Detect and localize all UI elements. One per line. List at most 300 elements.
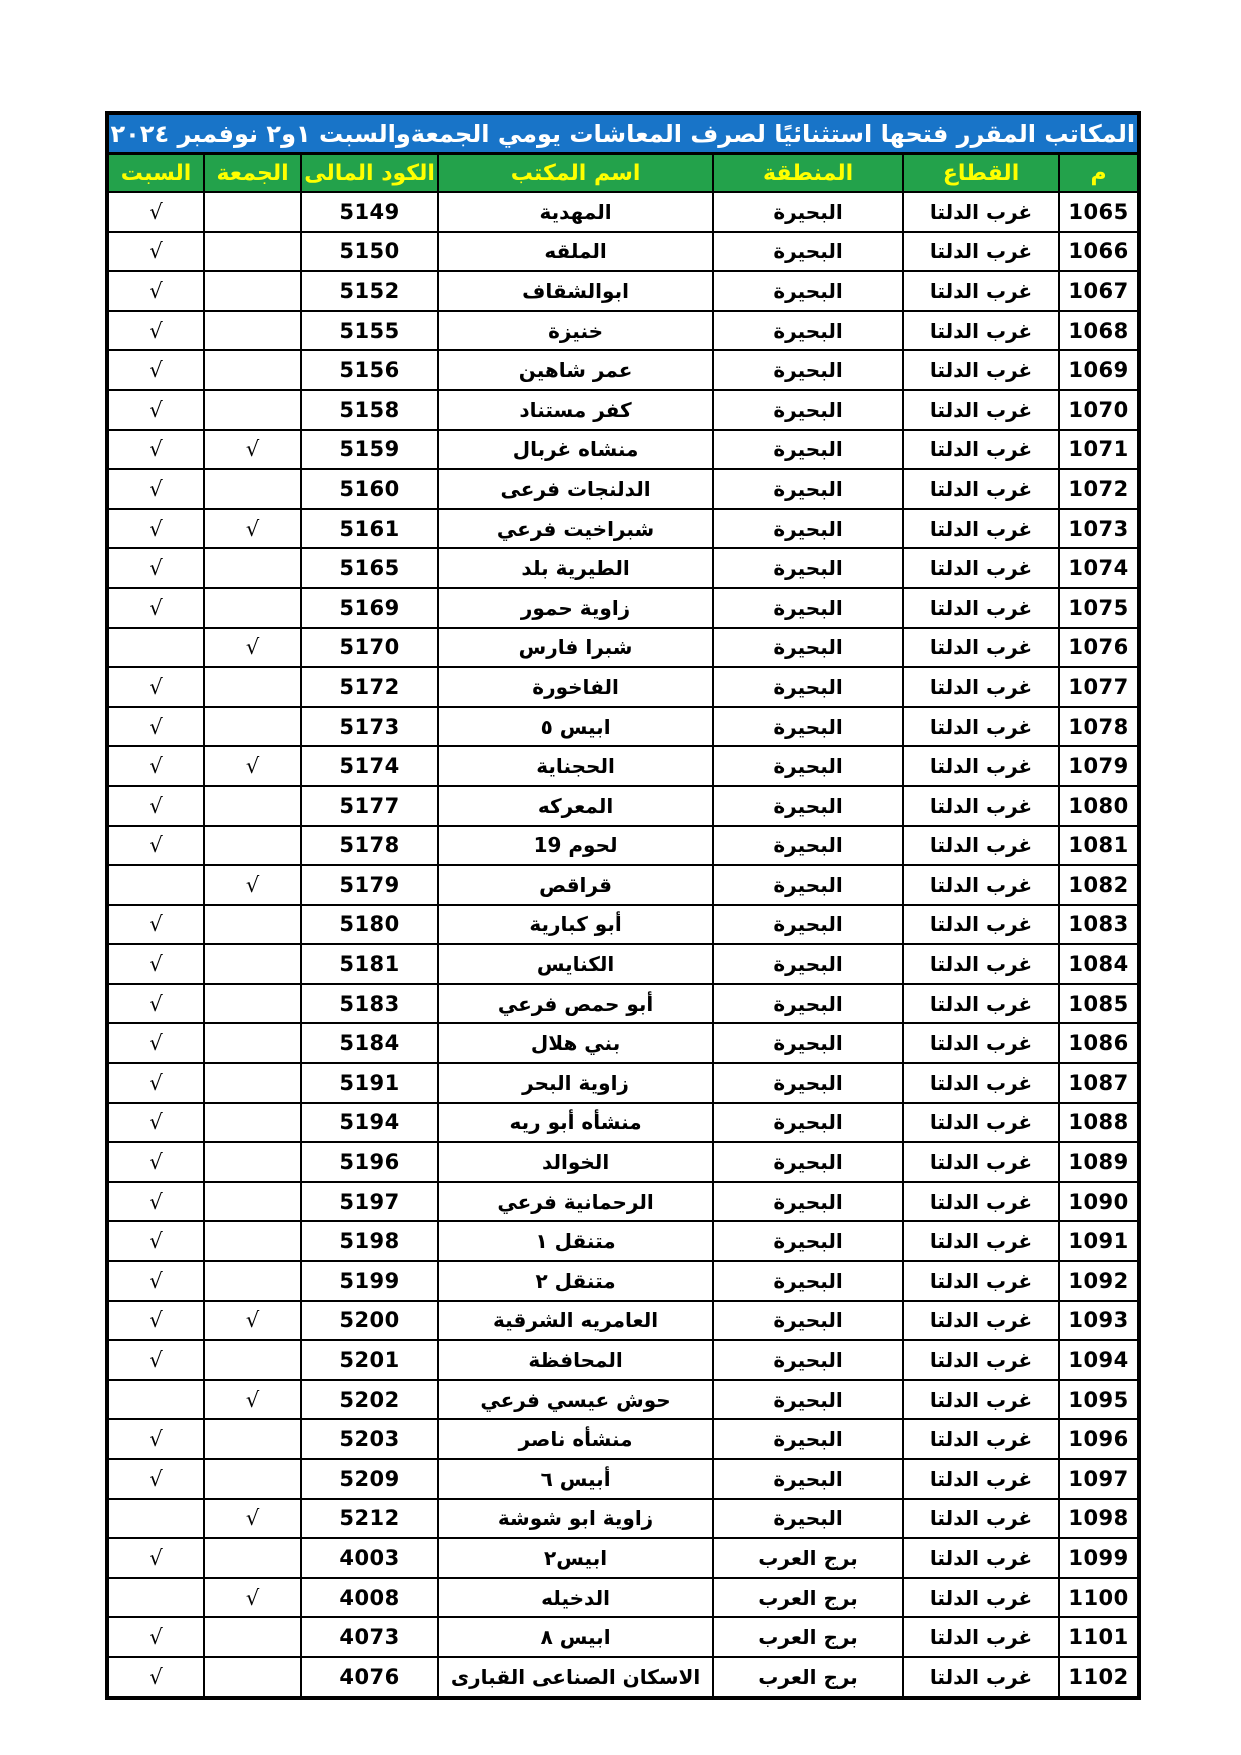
office-name-cell: منشأه ناصر	[438, 1419, 713, 1459]
table-row	[107, 1142, 1139, 1182]
saturday-check-cell: √	[107, 1142, 204, 1182]
region-cell: البحيرة	[713, 984, 903, 1024]
table-row	[107, 944, 1139, 984]
saturday-check-cell: √	[107, 1182, 204, 1222]
serial-cell: 1098	[1059, 1499, 1139, 1539]
friday-check-cell	[204, 667, 301, 707]
serial-cell: 1087	[1059, 1063, 1139, 1103]
serial-cell: 1065	[1059, 192, 1139, 232]
financial-code-cell: 5152	[301, 271, 438, 311]
table-row	[107, 865, 1139, 905]
region-cell: البحيرة	[713, 826, 903, 866]
friday-check-cell	[204, 905, 301, 945]
financial-code-cell: 5202	[301, 1380, 438, 1420]
friday-check-cell: √	[204, 1499, 301, 1539]
office-name-cell: الطيرية بلد	[438, 548, 713, 588]
sector-cell: غرب الدلتا	[903, 232, 1059, 272]
table-row	[107, 271, 1139, 311]
office-name-cell: حوش عيسي فرعي	[438, 1380, 713, 1420]
region-cell: برج العرب	[713, 1578, 903, 1618]
sector-cell: غرب الدلتا	[903, 667, 1059, 707]
friday-check-cell	[204, 350, 301, 390]
table-row	[107, 1103, 1139, 1143]
table-row	[107, 192, 1139, 232]
table-row	[107, 1538, 1139, 1578]
sector-cell: غرب الدلتا	[903, 588, 1059, 628]
serial-cell: 1082	[1059, 865, 1139, 905]
region-cell: البحيرة	[713, 1142, 903, 1182]
friday-check-cell	[204, 1459, 301, 1499]
sector-cell: غرب الدلتا	[903, 984, 1059, 1024]
saturday-check-cell: √	[107, 1538, 204, 1578]
region-cell: البحيرة	[713, 1340, 903, 1380]
sector-cell: غرب الدلتا	[903, 1063, 1059, 1103]
office-name-cell: منشاه غربال	[438, 430, 713, 470]
sector-cell: غرب الدلتا	[903, 390, 1059, 430]
office-name-cell: الفاخورة	[438, 667, 713, 707]
financial-code-cell: 5158	[301, 390, 438, 430]
friday-check-cell	[204, 232, 301, 272]
col-header-serial: م	[1059, 154, 1139, 193]
saturday-check-cell: √	[107, 1419, 204, 1459]
region-cell: البحيرة	[713, 1301, 903, 1341]
col-header-region: المنطقة	[713, 154, 903, 193]
serial-cell: 1096	[1059, 1419, 1139, 1459]
friday-check-cell	[204, 1538, 301, 1578]
region-cell: البحيرة	[713, 588, 903, 628]
financial-code-cell: 5156	[301, 350, 438, 390]
table-row	[107, 509, 1139, 549]
serial-cell: 1089	[1059, 1142, 1139, 1182]
friday-check-cell	[204, 984, 301, 1024]
serial-cell: 1066	[1059, 232, 1139, 272]
saturday-check-cell: √	[107, 1617, 204, 1657]
serial-cell: 1068	[1059, 311, 1139, 351]
saturday-check-cell: √	[107, 469, 204, 509]
serial-cell: 1099	[1059, 1538, 1139, 1578]
table-row	[107, 1617, 1139, 1657]
saturday-check-cell	[107, 1380, 204, 1420]
serial-cell: 1101	[1059, 1617, 1139, 1657]
office-name-cell: خنيزة	[438, 311, 713, 351]
sector-cell: غرب الدلتا	[903, 1340, 1059, 1380]
financial-code-cell: 5177	[301, 786, 438, 826]
financial-code-cell: 5199	[301, 1261, 438, 1301]
friday-check-cell: √	[204, 628, 301, 668]
friday-check-cell: √	[204, 1380, 301, 1420]
friday-check-cell	[204, 548, 301, 588]
table-row	[107, 350, 1139, 390]
financial-code-cell: 4076	[301, 1657, 438, 1698]
office-name-cell: أبو حمص فرعي	[438, 984, 713, 1024]
region-cell: البحيرة	[713, 350, 903, 390]
sector-cell: غرب الدلتا	[903, 1538, 1059, 1578]
office-name-cell: الكنايس	[438, 944, 713, 984]
sector-cell: غرب الدلتا	[903, 1459, 1059, 1499]
office-name-cell: الملقه	[438, 232, 713, 272]
saturday-check-cell: √	[107, 1063, 204, 1103]
table-row	[107, 548, 1139, 588]
region-cell: البحيرة	[713, 628, 903, 668]
office-name-cell: متنقل ٢	[438, 1261, 713, 1301]
financial-code-cell: 5174	[301, 746, 438, 786]
serial-cell: 1102	[1059, 1657, 1139, 1698]
sector-cell: غرب الدلتا	[903, 430, 1059, 470]
financial-code-cell: 5172	[301, 667, 438, 707]
table-row	[107, 1301, 1139, 1341]
friday-check-cell: √	[204, 746, 301, 786]
friday-check-cell	[204, 1023, 301, 1063]
friday-check-cell	[204, 1063, 301, 1103]
financial-code-cell: 5178	[301, 826, 438, 866]
sector-cell: غرب الدلتا	[903, 1261, 1059, 1301]
friday-check-cell	[204, 1182, 301, 1222]
office-name-cell: الدخيله	[438, 1578, 713, 1618]
serial-cell: 1080	[1059, 786, 1139, 826]
office-name-cell: المعركه	[438, 786, 713, 826]
friday-check-cell	[204, 390, 301, 430]
saturday-check-cell: √	[107, 667, 204, 707]
financial-code-cell: 5159	[301, 430, 438, 470]
region-cell: البحيرة	[713, 1261, 903, 1301]
region-cell: البحيرة	[713, 509, 903, 549]
financial-code-cell: 5155	[301, 311, 438, 351]
region-cell: البحيرة	[713, 271, 903, 311]
office-name-cell: العامريه الشرقية	[438, 1301, 713, 1341]
office-name-cell: زاوية ابو شوشة	[438, 1499, 713, 1539]
friday-check-cell: √	[204, 509, 301, 549]
serial-cell: 1083	[1059, 905, 1139, 945]
friday-check-cell	[204, 1657, 301, 1698]
table-row	[107, 1182, 1139, 1222]
region-cell: البحيرة	[713, 430, 903, 470]
financial-code-cell: 5183	[301, 984, 438, 1024]
friday-check-cell	[204, 1340, 301, 1380]
financial-code-cell: 5203	[301, 1419, 438, 1459]
serial-cell: 1077	[1059, 667, 1139, 707]
table-row	[107, 1499, 1139, 1539]
friday-check-cell	[204, 1221, 301, 1261]
serial-cell: 1084	[1059, 944, 1139, 984]
sector-cell: غرب الدلتا	[903, 271, 1059, 311]
saturday-check-cell: √	[107, 1459, 204, 1499]
office-name-cell: الدلنجات فرعى	[438, 469, 713, 509]
saturday-check-cell: √	[107, 1301, 204, 1341]
sector-cell: غرب الدلتا	[903, 1103, 1059, 1143]
table-row	[107, 430, 1139, 470]
sector-cell: غرب الدلتا	[903, 1617, 1059, 1657]
saturday-check-cell: √	[107, 390, 204, 430]
table-row	[107, 1459, 1139, 1499]
region-cell: البحيرة	[713, 548, 903, 588]
sector-cell: غرب الدلتا	[903, 548, 1059, 588]
friday-check-cell: √	[204, 430, 301, 470]
sector-cell: غرب الدلتا	[903, 1301, 1059, 1341]
friday-check-cell: √	[204, 1301, 301, 1341]
financial-code-cell: 5194	[301, 1103, 438, 1143]
financial-code-cell: 5149	[301, 192, 438, 232]
table-head	[107, 113, 1139, 192]
serial-cell: 1093	[1059, 1301, 1139, 1341]
pension-offices-table	[105, 111, 1141, 1700]
office-name-cell: متنقل ١	[438, 1221, 713, 1261]
financial-code-cell: 4003	[301, 1538, 438, 1578]
financial-code-cell: 5173	[301, 707, 438, 747]
financial-code-cell: 5150	[301, 232, 438, 272]
region-cell: برج العرب	[713, 1657, 903, 1698]
saturday-check-cell: √	[107, 1221, 204, 1261]
table-row	[107, 1221, 1139, 1261]
friday-check-cell	[204, 1261, 301, 1301]
region-cell: البحيرة	[713, 1182, 903, 1222]
region-cell: البحيرة	[713, 1499, 903, 1539]
office-name-cell: عمر شاهين	[438, 350, 713, 390]
friday-check-cell	[204, 192, 301, 232]
region-cell: البحيرة	[713, 1221, 903, 1261]
serial-cell: 1090	[1059, 1182, 1139, 1222]
serial-cell: 1091	[1059, 1221, 1139, 1261]
serial-cell: 1081	[1059, 826, 1139, 866]
sector-cell: غرب الدلتا	[903, 1142, 1059, 1182]
sector-cell: غرب الدلتا	[903, 865, 1059, 905]
financial-code-cell: 4008	[301, 1578, 438, 1618]
serial-cell: 1100	[1059, 1578, 1139, 1618]
sector-cell: غرب الدلتا	[903, 469, 1059, 509]
financial-code-cell: 5179	[301, 865, 438, 905]
friday-check-cell	[204, 1617, 301, 1657]
saturday-check-cell	[107, 865, 204, 905]
office-name-cell: ابيس٢	[438, 1538, 713, 1578]
office-name-cell: أبو كبارية	[438, 905, 713, 945]
office-name-cell: شبرا فارس	[438, 628, 713, 668]
table-body	[107, 192, 1139, 1698]
saturday-check-cell: √	[107, 311, 204, 351]
serial-cell: 1088	[1059, 1103, 1139, 1143]
friday-check-cell: √	[204, 865, 301, 905]
region-cell: البحيرة	[713, 1459, 903, 1499]
serial-cell: 1070	[1059, 390, 1139, 430]
serial-cell: 1072	[1059, 469, 1139, 509]
office-name-cell: لحوم 19	[438, 826, 713, 866]
saturday-check-cell: √	[107, 192, 204, 232]
table-row	[107, 469, 1139, 509]
saturday-check-cell: √	[107, 430, 204, 470]
office-name-cell: المحافظة	[438, 1340, 713, 1380]
office-name-cell: زاوية حمور	[438, 588, 713, 628]
saturday-check-cell: √	[107, 509, 204, 549]
saturday-check-cell: √	[107, 707, 204, 747]
region-cell: البحيرة	[713, 1380, 903, 1420]
region-cell: البحيرة	[713, 1063, 903, 1103]
sector-cell: غرب الدلتا	[903, 786, 1059, 826]
saturday-check-cell: √	[107, 944, 204, 984]
region-cell: البحيرة	[713, 311, 903, 351]
table-row	[107, 588, 1139, 628]
table-row	[107, 232, 1139, 272]
region-cell: البحيرة	[713, 1419, 903, 1459]
col-header-saturday: السبت	[107, 154, 204, 193]
saturday-check-cell	[107, 628, 204, 668]
column-header-row	[107, 154, 1139, 193]
saturday-check-cell: √	[107, 271, 204, 311]
financial-code-cell: 5201	[301, 1340, 438, 1380]
table-row	[107, 786, 1139, 826]
financial-code-cell: 5160	[301, 469, 438, 509]
saturday-check-cell: √	[107, 984, 204, 1024]
financial-code-cell: 5200	[301, 1301, 438, 1341]
saturday-check-cell: √	[107, 905, 204, 945]
friday-check-cell	[204, 588, 301, 628]
saturday-check-cell: √	[107, 1103, 204, 1143]
region-cell: البحيرة	[713, 865, 903, 905]
saturday-check-cell	[107, 1499, 204, 1539]
table-row	[107, 1380, 1139, 1420]
serial-cell: 1086	[1059, 1023, 1139, 1063]
table-row	[107, 1023, 1139, 1063]
financial-code-cell: 5170	[301, 628, 438, 668]
office-name-cell: شبراخيت فرعي	[438, 509, 713, 549]
sector-cell: غرب الدلتا	[903, 1578, 1059, 1618]
table-row	[107, 1261, 1139, 1301]
sector-cell: غرب الدلتا	[903, 1657, 1059, 1698]
financial-code-cell: 5209	[301, 1459, 438, 1499]
table-row	[107, 390, 1139, 430]
sector-cell: غرب الدلتا	[903, 192, 1059, 232]
office-name-cell: بني هلال	[438, 1023, 713, 1063]
friday-check-cell	[204, 469, 301, 509]
sector-cell: غرب الدلتا	[903, 1182, 1059, 1222]
saturday-check-cell: √	[107, 786, 204, 826]
table-row	[107, 746, 1139, 786]
financial-code-cell: 5181	[301, 944, 438, 984]
office-name-cell: منشأه أبو ريه	[438, 1103, 713, 1143]
region-cell: برج العرب	[713, 1617, 903, 1657]
sector-cell: غرب الدلتا	[903, 944, 1059, 984]
financial-code-cell: 5180	[301, 905, 438, 945]
friday-check-cell	[204, 944, 301, 984]
serial-cell: 1097	[1059, 1459, 1139, 1499]
friday-check-cell	[204, 786, 301, 826]
friday-check-cell: √	[204, 1578, 301, 1618]
sector-cell: غرب الدلتا	[903, 1221, 1059, 1261]
region-cell: البحيرة	[713, 905, 903, 945]
sector-cell: غرب الدلتا	[903, 350, 1059, 390]
region-cell: البحيرة	[713, 667, 903, 707]
office-name-cell: قراقص	[438, 865, 713, 905]
financial-code-cell: 4073	[301, 1617, 438, 1657]
table-row	[107, 707, 1139, 747]
sector-cell: غرب الدلتا	[903, 311, 1059, 351]
region-cell: البحيرة	[713, 1023, 903, 1063]
saturday-check-cell: √	[107, 1023, 204, 1063]
serial-cell: 1075	[1059, 588, 1139, 628]
office-name-cell: ابيس ٥	[438, 707, 713, 747]
friday-check-cell	[204, 826, 301, 866]
region-cell: البحيرة	[713, 707, 903, 747]
col-header-financial-code: الكود المالى	[301, 154, 438, 193]
serial-cell: 1085	[1059, 984, 1139, 1024]
serial-cell: 1067	[1059, 271, 1139, 311]
col-header-sector: القطاع	[903, 154, 1059, 193]
table-row	[107, 311, 1139, 351]
table-row	[107, 1657, 1139, 1698]
table-row	[107, 905, 1139, 945]
saturday-check-cell: √	[107, 232, 204, 272]
region-cell: البحيرة	[713, 232, 903, 272]
sector-cell: غرب الدلتا	[903, 509, 1059, 549]
table-row	[107, 1419, 1139, 1459]
friday-check-cell	[204, 1103, 301, 1143]
saturday-check-cell: √	[107, 588, 204, 628]
region-cell: البحيرة	[713, 786, 903, 826]
serial-cell: 1073	[1059, 509, 1139, 549]
financial-code-cell: 5169	[301, 588, 438, 628]
saturday-check-cell	[107, 1578, 204, 1618]
saturday-check-cell: √	[107, 746, 204, 786]
region-cell: البحيرة	[713, 746, 903, 786]
serial-cell: 1094	[1059, 1340, 1139, 1380]
serial-cell: 1095	[1059, 1380, 1139, 1420]
office-name-cell: الحجناية	[438, 746, 713, 786]
office-name-cell: المهدية	[438, 192, 713, 232]
table-row	[107, 1340, 1139, 1380]
saturday-check-cell: √	[107, 1657, 204, 1698]
financial-code-cell: 5161	[301, 509, 438, 549]
region-cell: البحيرة	[713, 192, 903, 232]
table-row	[107, 826, 1139, 866]
region-cell: برج العرب	[713, 1538, 903, 1578]
office-name-cell: ابيس ٨	[438, 1617, 713, 1657]
serial-cell: 1078	[1059, 707, 1139, 747]
table-title: المكاتب المقرر فتحها استثنائيًا لصرف المعاشات يومي الجمعةوالسبت ١و٢ نوفمبر ٢٠٢٤	[107, 113, 1139, 154]
sector-cell: غرب الدلتا	[903, 826, 1059, 866]
friday-check-cell	[204, 707, 301, 747]
office-name-cell: الاسكان الصناعى القبارى	[438, 1657, 713, 1698]
saturday-check-cell: √	[107, 1340, 204, 1380]
sector-cell: غرب الدلتا	[903, 746, 1059, 786]
sector-cell: غرب الدلتا	[903, 628, 1059, 668]
col-header-office-name: اسم المكتب	[438, 154, 713, 193]
friday-check-cell	[204, 1419, 301, 1459]
table-row	[107, 1578, 1139, 1618]
title-row	[107, 113, 1139, 154]
serial-cell: 1071	[1059, 430, 1139, 470]
sector-cell: غرب الدلتا	[903, 1380, 1059, 1420]
table-row	[107, 984, 1139, 1024]
saturday-check-cell: √	[107, 826, 204, 866]
friday-check-cell	[204, 1142, 301, 1182]
region-cell: البحيرة	[713, 469, 903, 509]
saturday-check-cell: √	[107, 350, 204, 390]
financial-code-cell: 5198	[301, 1221, 438, 1261]
financial-code-cell: 5212	[301, 1499, 438, 1539]
financial-code-cell: 5196	[301, 1142, 438, 1182]
financial-code-cell: 5197	[301, 1182, 438, 1222]
serial-cell: 1069	[1059, 350, 1139, 390]
friday-check-cell	[204, 271, 301, 311]
financial-code-cell: 5191	[301, 1063, 438, 1103]
region-cell: البحيرة	[713, 390, 903, 430]
table-row	[107, 667, 1139, 707]
saturday-check-cell: √	[107, 548, 204, 588]
table-row	[107, 1063, 1139, 1103]
serial-cell: 1092	[1059, 1261, 1139, 1301]
serial-cell: 1076	[1059, 628, 1139, 668]
region-cell: البحيرة	[713, 944, 903, 984]
col-header-friday: الجمعة	[204, 154, 301, 193]
offices-table-container	[105, 111, 1141, 1700]
office-name-cell: أبيس ٦	[438, 1459, 713, 1499]
